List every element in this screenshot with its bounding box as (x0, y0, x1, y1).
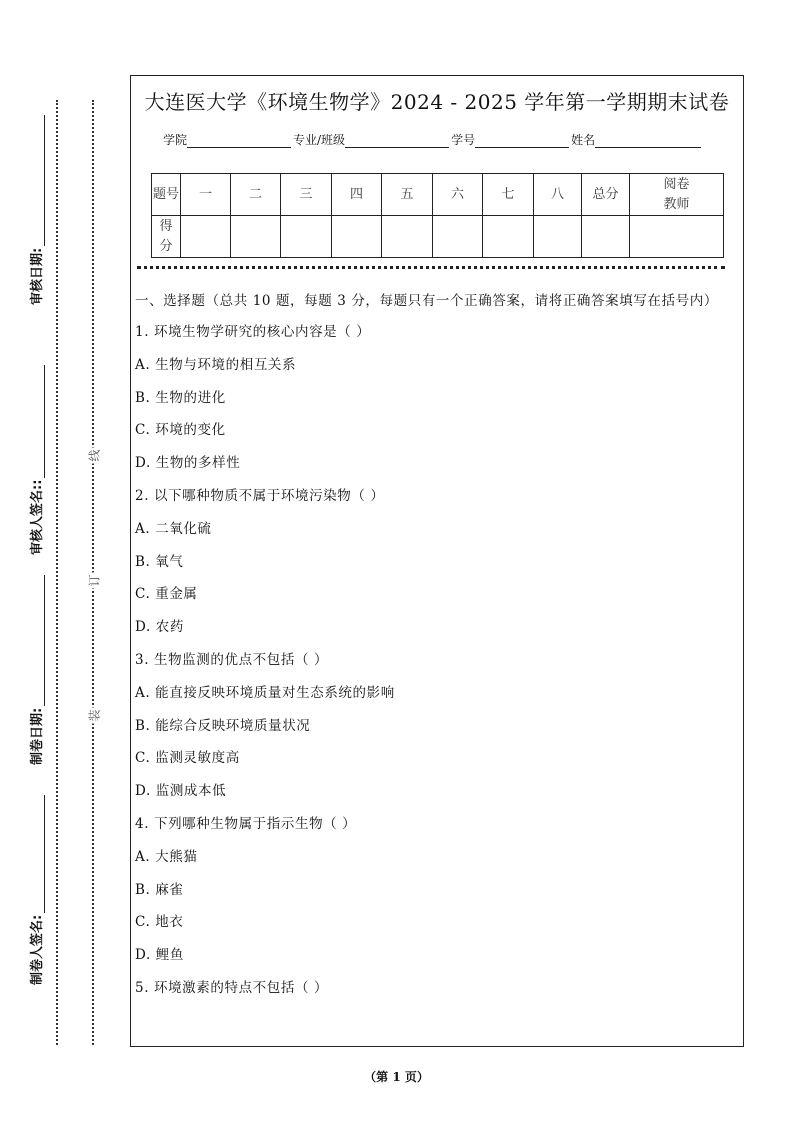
answer-option: C. 地衣 (135, 914, 184, 931)
college-input[interactable] (187, 133, 291, 148)
score-cell[interactable] (433, 216, 483, 258)
score-table (151, 173, 724, 258)
answer-option: B. 麻雀 (135, 881, 184, 898)
answer-option: A. 生物与环境的相互关系 (135, 356, 297, 373)
reviewer-signature-field[interactable]: 审核人签名:: (25, 365, 45, 555)
student-id-input[interactable] (475, 133, 569, 148)
answer-option: C. 监测灵敏度高 (135, 750, 240, 767)
answer-option: D. 农药 (135, 619, 184, 636)
binding-dotted-line-outer (56, 100, 58, 1045)
table-row: 得分 (152, 216, 724, 258)
questions-section (135, 290, 735, 1011)
name-input[interactable] (595, 133, 701, 148)
answer-option: D. 生物的多样性 (135, 455, 241, 472)
score-cell[interactable] (231, 216, 281, 258)
major-class-input[interactable] (345, 133, 449, 148)
answer-option: A. 能直接反映环境质量对生态系统的影响 (135, 684, 395, 701)
answer-option: B. 生物的进化 (135, 389, 226, 406)
question-stem: 5. 环境激素的特点不包括（ ） (135, 979, 329, 996)
answer-option: A. 大熊猫 (135, 848, 198, 865)
paper-maker-signature-field[interactable]: 制卷人签名: (25, 795, 45, 985)
exam-title: 大连医大学《环境生物学》2024 - 2025 学年第一学期期末试卷 (144, 90, 730, 114)
question-stem: 2. 以下哪种物质不属于环境污染物（ ） (135, 487, 385, 504)
question-stem: 4. 下列哪种生物属于指示生物（ ） (135, 815, 357, 832)
score-cell[interactable] (582, 216, 630, 258)
answer-option: D. 鲤鱼 (135, 947, 184, 964)
answer-option: B. 能综合反映环境质量状况 (135, 717, 311, 734)
dotted-separator (137, 266, 725, 269)
binding-mark-bind: 装 (87, 709, 102, 722)
score-cell[interactable] (534, 216, 582, 258)
section-intro: 一、选择题（总共 10 题，每题 3 分，每题只有一个正确答案，请将正确答案填写在括号内） (135, 293, 718, 309)
score-cell[interactable] (382, 216, 433, 258)
paper-date-field[interactable]: 制卷日期: (25, 575, 45, 765)
answer-option: A. 二氧化硫 (135, 520, 212, 537)
binding-mark-staple: 订 (87, 574, 102, 587)
answer-option: C. 环境的变化 (135, 422, 226, 439)
page-number: （第 1 页） (364, 1070, 429, 1084)
question-stem: 1. 环境生物学研究的核心内容是（ ） (135, 324, 371, 340)
score-cell[interactable] (181, 216, 231, 258)
score-cell[interactable] (281, 216, 332, 258)
answer-option: B. 氧气 (135, 553, 184, 570)
question-stem: 3. 生物监测的优点不包括（ ） (135, 651, 329, 668)
answer-option: D. 监测成本低 (135, 783, 227, 800)
review-date-field[interactable]: 审核日期: (25, 115, 45, 305)
answer-option: C. 重金属 (135, 586, 198, 603)
binding-mark-line: 线 (87, 449, 102, 462)
score-cell[interactable] (483, 216, 534, 258)
score-cell[interactable] (332, 216, 382, 258)
score-cell[interactable] (630, 216, 724, 258)
table-row: 题号 一 二 三 四 五 六 七 八 总分 阅卷教师 (152, 174, 724, 216)
student-info-row: 学院 专业/班级 学号 姓名 (163, 131, 703, 148)
